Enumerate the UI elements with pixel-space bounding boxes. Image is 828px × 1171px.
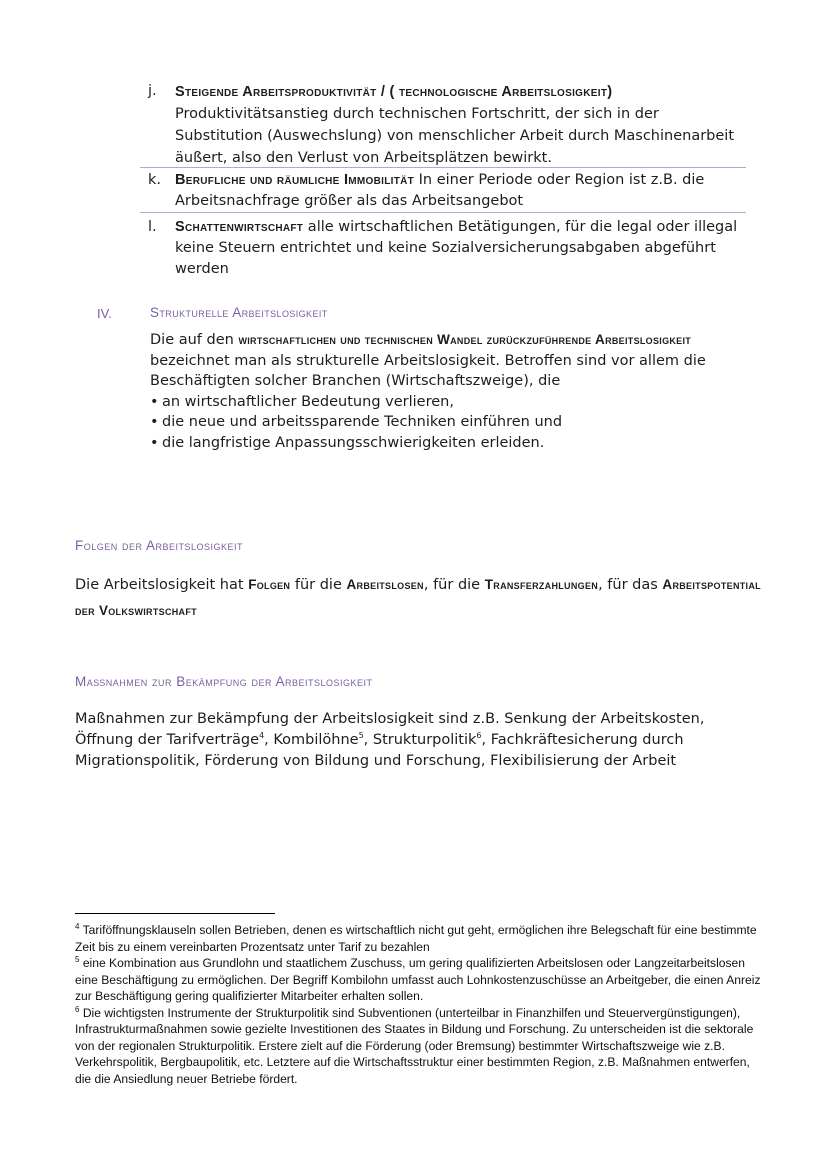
divider-rule [140, 167, 746, 168]
list-marker: l. [148, 219, 157, 235]
intro-term: wirtschaftlichen und technischen Wandel zurückzuführende Arbeitslosigkeit [238, 332, 692, 347]
item-text: In einer Periode oder Region ist z.B. die Arbeitsnachfrage größer als das Arbeitsangebot [175, 172, 705, 209]
footnote-separator [75, 913, 275, 914]
paragraph-folgen [75, 572, 765, 624]
text-span: , Strukturpolitik [363, 732, 477, 748]
paragraph-massnahmen [75, 709, 765, 772]
list-marker: k. [148, 172, 162, 188]
footnotes [75, 922, 765, 1087]
list-item-k [148, 170, 748, 212]
term-label: Berufliche und räumliche Immobilität [175, 172, 415, 188]
intro-line [150, 330, 730, 351]
bullet-list [150, 392, 730, 454]
divider-rule [140, 212, 746, 213]
footnote-6 [75, 1005, 765, 1088]
footnote-text: eine Kombination aus Grundlohn und staatlichem Zuschuss, um gering qualifizierten Arbeitslosen oder Langzeitarbeitslosen eine Beschäftigung zu ermöglichen. Der Begriff Kombilohn umfasst auch Lohnkostenzuschüsse an Arbeitgeber, die einen Anreiz zur Beschäftigung gering qualifizierter Mitarbeiter erhalten sollen. [75, 956, 761, 1003]
list-item-j [148, 81, 748, 169]
section-body [150, 330, 730, 453]
term-label: Arbeitslosen [346, 577, 424, 592]
bullet-item: • die langfristige Anpassungsschwierigkeiten erleiden. [150, 433, 730, 454]
term-label: Arbeitspotential der Volkswirtschaft [75, 577, 761, 618]
footnote-ref[interactable]: 5 [358, 731, 364, 741]
footnote-text: Die wichtigsten Instrumente der Strukturpolitik sind Subventionen (unterteilbar in Finanzhilfen und Steuervergünstigungen), Infrastrukturmaßnahmen sowie gezielte Investitionen des Staates in Bildung und Forschung. Zu unterscheiden ist die sektorale von der regionalen Strukturpolitik. Erstere zielt auf die Förderung (oder Bremsung) bestimmter Wirtschaftszweige wie z.B. Verkehrspolitik, Bergbaupolitik, etc. Letztere auf die Wirtschaftsstruktur einer bestimmten Region, z.B. Maßnahmen entwerfen, die die Ansiedlung neuer Betriebe fördert. [75, 1005, 754, 1086]
section-number: IV. [97, 306, 112, 321]
heading-massnahmen: Maßnahmen zur Bekämpfung der Arbeitslosigkeit [75, 674, 373, 689]
bullet-item: • die neue und arbeitssparende Techniken einführen und [150, 412, 730, 433]
list-marker: j. [148, 83, 157, 99]
term-label: Schattenwirtschaft [175, 219, 304, 235]
footnote-number: 6 [75, 1004, 80, 1014]
footnote-5 [75, 955, 765, 1005]
footnote-text: Tariföffnungsklauseln sollen Betrieben, denen es wirtschaftlich nicht gut geht, ermöglichen ihre Belegschaft für eine bestimmte Zeit bis zu einem vereinbarten Prozentsatz unter Tarif zu bezahlen [75, 923, 757, 954]
footnote-number: 4 [75, 921, 80, 931]
list-item-l [148, 217, 748, 280]
term-label: Folgen [248, 577, 291, 592]
item-text: alle wirtschaftlichen Betätigungen, für die legal oder illegal keine Steuern entrichtet und keine Sozialversicherungsabgaben abgeführt werden [175, 219, 738, 277]
footnote-ref[interactable]: 6 [476, 731, 482, 741]
text-span: , für das [598, 577, 663, 593]
heading-folgen: Folgen der Arbeitslosigkeit [75, 538, 244, 553]
bullet-item: • an wirtschaftlicher Bedeutung verlieren, [150, 392, 730, 413]
section-title: Strukturelle Arbeitslosigkeit [150, 305, 328, 320]
term-label: Steigende Arbeitsproduktivität / ( technologische Arbeitslosigkeit) [175, 84, 613, 100]
text-span: , Fachkräftesicherung durch Migrationspolitik, Förderung von Bildung und Forschung, Flexibilisierung der Arbeit [75, 732, 684, 769]
text-span: Maßnahmen zur Bekämpfung der Arbeitslosigkeit sind z.B. Senkung der Arbeitskosten, Öffnung der Tarifverträge [75, 711, 705, 748]
intro-after: bezeichnet man als strukturelle Arbeitslosigkeit. Betroffen sind vor allem die Beschäftigten solcher Branchen (Wirtschaftszweige), die [150, 352, 706, 389]
text-span: , Kombilöhne [264, 732, 359, 748]
intro-before: Die auf den [150, 332, 239, 348]
footnote-number: 5 [75, 954, 80, 964]
footnote-4 [75, 922, 765, 955]
text-span: , für die [423, 577, 485, 593]
term-label: Transferzahlungen [484, 577, 599, 592]
text-span: Die Arbeitslosigkeit hat [75, 577, 249, 593]
text-span: für die [290, 577, 347, 593]
footnote-ref[interactable]: 4 [259, 731, 265, 741]
item-text: Produktivitätsanstieg durch technischen Fortschritt, der sich in der Substitution (Auswechslung) von menschlicher Arbeit durch Maschinenarbeit äußert, also den Verlust von Arbeitsplätzen bewirkt. [175, 106, 735, 166]
